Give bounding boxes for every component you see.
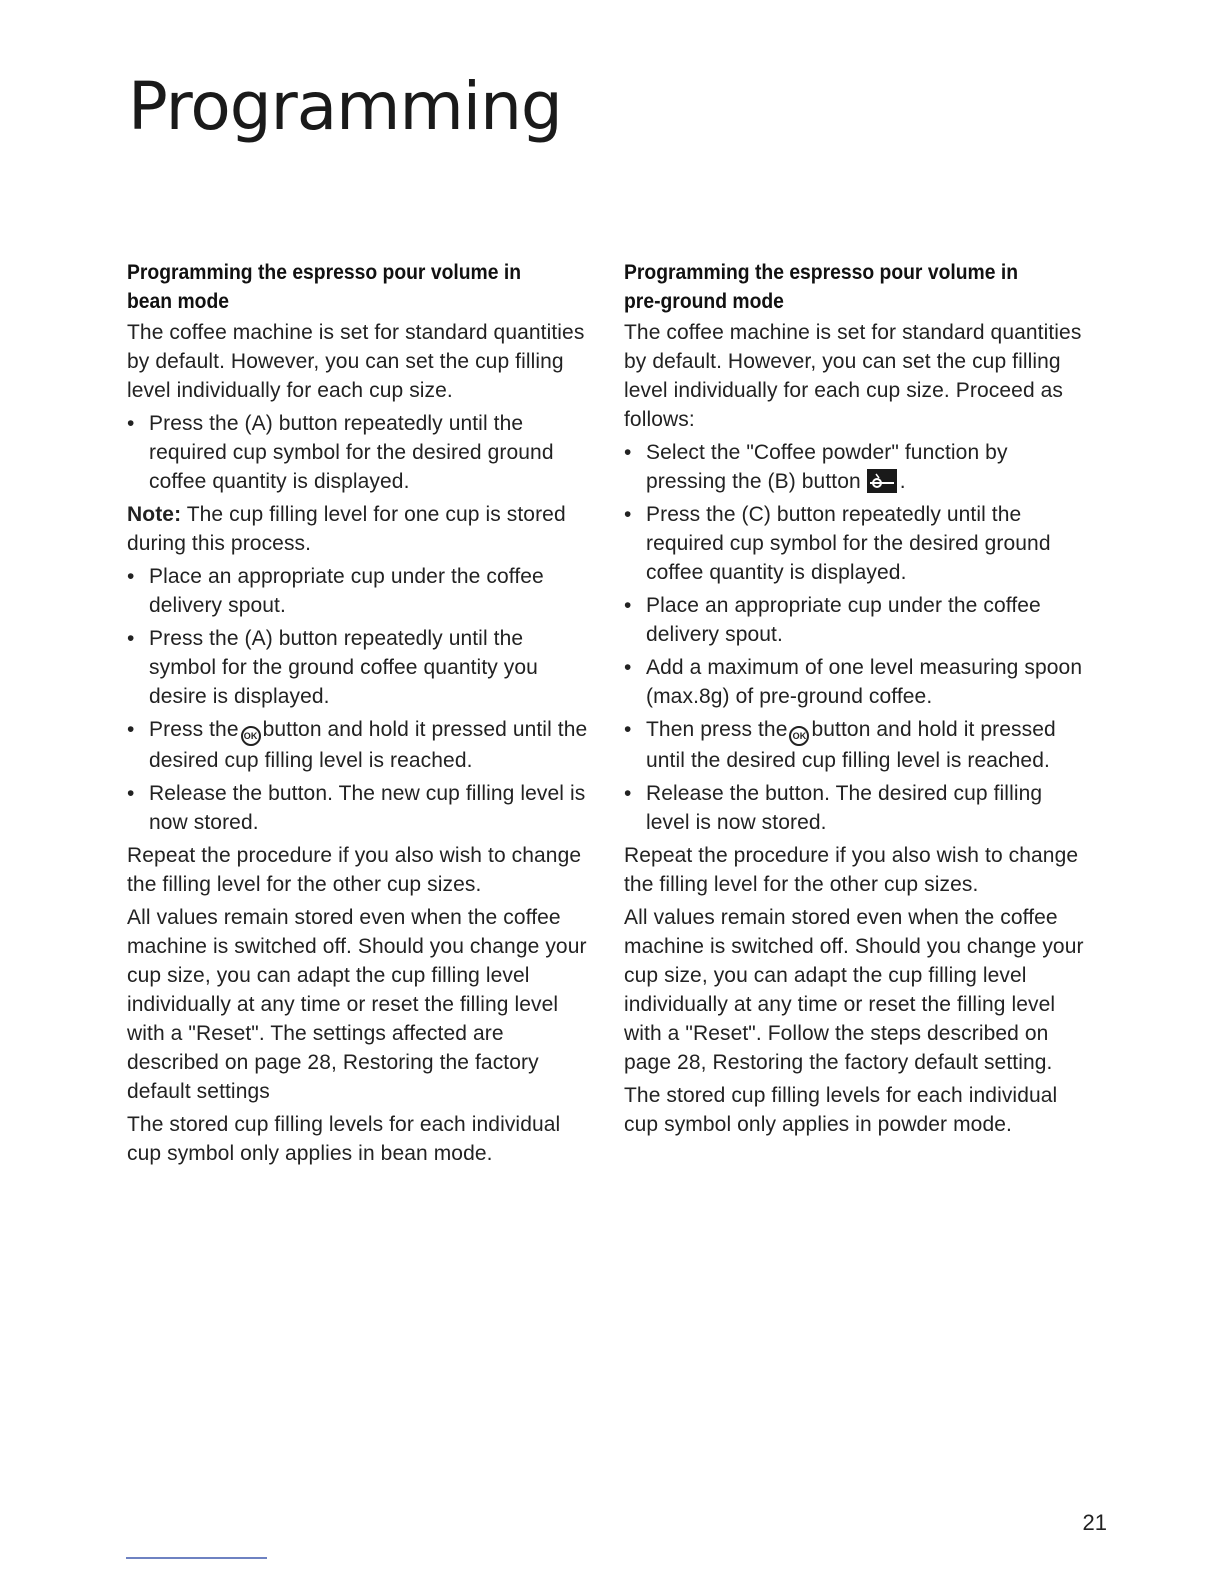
left-bullets-b <box>127 562 589 837</box>
list-item: • Press the (A) button repeatedly until the symbol for the ground coffee quantity you desire is displayed. <box>127 624 589 711</box>
left-intro: The coffee machine is set for standard quantities by default. However, you can set the cup filling level individually for each cup size. <box>127 321 585 402</box>
right-column <box>624 258 1086 1143</box>
left-values: All values remain stored even when the coffee machine is switched off. Should you change your cup size, you can adapt the cup filling level individually at any time or reset the filling level with a "Reset". The settings affected are described on page 28, Restoring the factory default settings <box>127 906 587 1103</box>
right-heading-line1: Programming the espresso pour volume in <box>624 261 1019 284</box>
ok-button-icon: OK <box>789 726 809 746</box>
left-repeat: Repeat the procedure if you also wish to change the filling level for the other cup sizes. <box>127 844 582 896</box>
page-title: Programming <box>128 68 562 145</box>
left-stored: The stored cup filling levels for each individual cup symbol only applies in bean mode. <box>127 1113 561 1165</box>
list-item <box>624 438 1086 496</box>
footer-rule <box>126 1557 267 1559</box>
list-item: • Add a maximum of one level measuring spoon (max.8g) of pre-ground coffee. <box>624 653 1086 711</box>
list-item: • Release the button. The new cup filling level is now stored. <box>127 779 589 837</box>
coffee-powder-icon <box>867 469 897 493</box>
left-column <box>127 258 589 1172</box>
right-bullets <box>624 438 1086 837</box>
list-item: • Press the (C) button repeatedly until the required cup symbol for the desired ground coffee quantity is displayed. <box>624 500 1086 587</box>
list-item-text: Then press the <box>646 718 788 741</box>
right-values: All values remain stored even when the coffee machine is switched off. Should you change your cup size, you can adapt the cup filling level individually at any time or reset the filling level with a "Reset". Follow the steps described on page 28, Restoring the factory default setting. <box>624 906 1084 1074</box>
right-stored: The stored cup filling levels for each individual cup symbol only applies in powder mode. <box>624 1084 1058 1136</box>
list-item-text: . <box>899 470 906 493</box>
list-item-text: Select the "Coffee powder" function by pressing the (B) button <box>646 441 1008 493</box>
right-heading-line2: pre-ground mode <box>624 290 784 313</box>
note-label: Note: <box>127 503 182 526</box>
left-note <box>127 500 589 558</box>
note-text: The cup filling level for one cup is stored during this process. <box>127 503 566 555</box>
left-heading: Programming the espresso pour volume in bean mode <box>127 261 522 313</box>
list-item-text: button and hold it pressed until the desired cup filling level is reached. <box>149 718 588 772</box>
right-intro: The coffee machine is set for standard quantities by default. However, you can set the cup filling level individually for each cup size. Proceed as follows: <box>624 321 1082 431</box>
list-item: • Release the button. The desired cup filling level is now stored. <box>624 779 1086 837</box>
right-repeat: Repeat the procedure if you also wish to change the filling level for the other cup sizes. <box>624 844 1079 896</box>
list-item: • Place an appropriate cup under the coffee delivery spout. <box>624 591 1086 649</box>
page-number: 21 <box>1082 1510 1107 1535</box>
right-heading <box>624 258 1084 316</box>
list-item <box>624 715 1086 775</box>
list-item <box>127 715 589 775</box>
list-item: • Place an appropriate cup under the coffee delivery spout. <box>127 562 589 620</box>
left-bullets-a <box>127 409 589 496</box>
list-item-text: Press the <box>149 718 239 741</box>
ok-button-icon: OK <box>241 726 261 746</box>
list-item-text: button and hold it pressed until the desired cup filling level is reached. <box>646 718 1056 772</box>
list-item: • Press the (A) button repeatedly until the required cup symbol for the desired ground coffee quantity is displayed. <box>127 409 589 496</box>
